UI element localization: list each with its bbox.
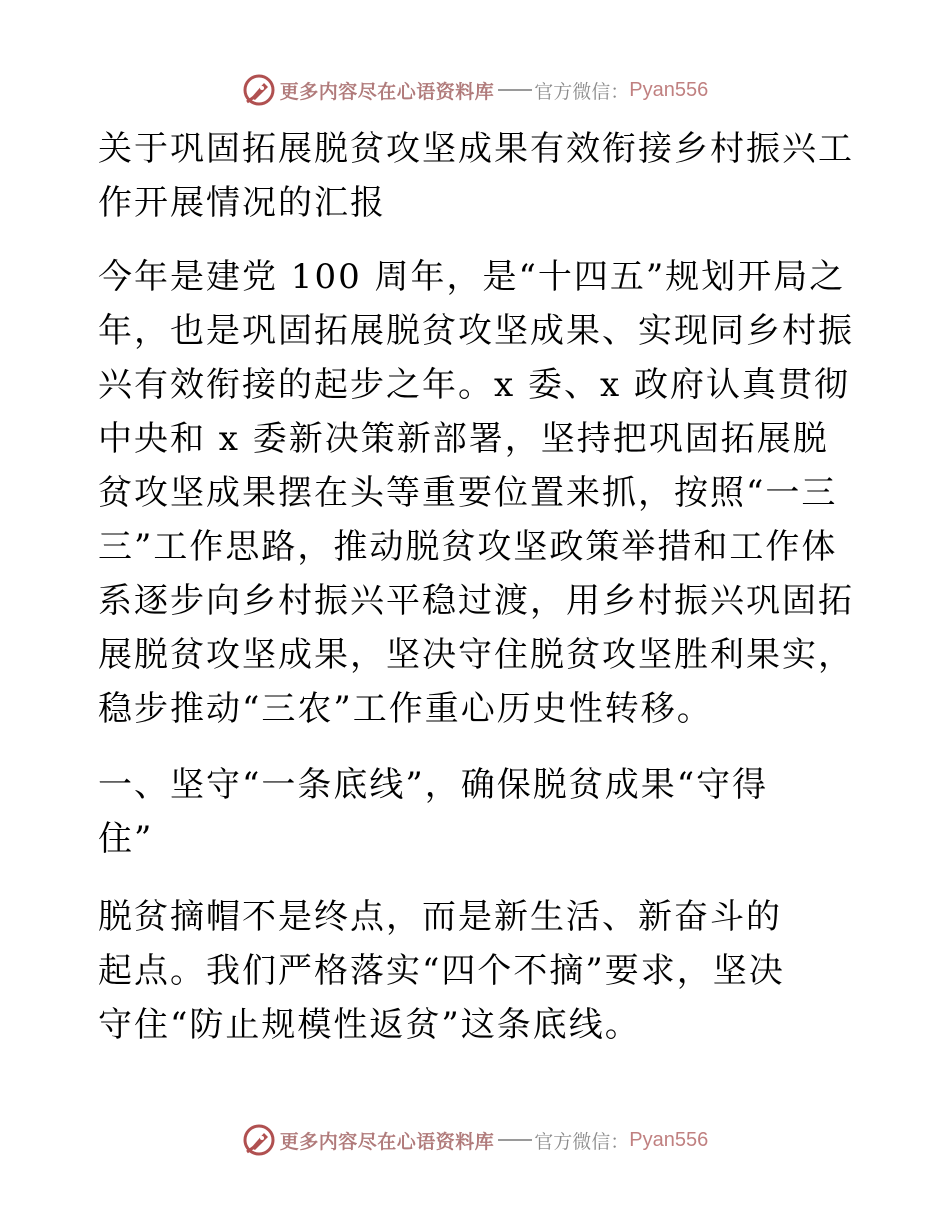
pen-nib-logo-icon: [242, 73, 276, 107]
watermark-banner-bottom: [0, 1120, 950, 1160]
pen-nib-logo-icon: [242, 1123, 276, 1157]
section-heading-1: 一、坚守“一条底线”，确保脱贫成果“守得住”: [98, 765, 769, 859]
watermark-wechat-id: Pyan556: [629, 1128, 709, 1151]
paragraph-section-1: 脱贫摘帽不是终点，而是新生活、新奋斗的起点。我们严格落实“四个不摘”要求，坚决守住“防止规模性返贫”这条底线。: [98, 897, 785, 1045]
watermark-dash: [498, 89, 532, 91]
paragraph-intro: 今年是建党 100 周年，是“十四五”规划开局之年，也是巩固拓展脱贫攻坚成果、实现同乡村振兴有效衔接的起步之年。x 委、x 政府认真贯彻中央和 x 委新决策新部署，坚持把巩固拓展脱贫攻坚成果摆在头等重要位置来抓，按照“一三三”工作思路，推动脱贫攻坚政策举措和工作体系逐步向乡村振兴平稳过渡，用乡村振兴巩固拓展脱贫攻坚成果，坚决守住脱贫攻坚胜利果实，稳步推动“三农”工作重心历史性转移。: [98, 257, 854, 729]
watermark-dash: [498, 1139, 532, 1141]
document-body: [98, 122, 858, 1052]
watermark-text: 更多内容尽在心语资料库: [279, 1130, 495, 1153]
watermark-banner-top: [0, 70, 950, 110]
watermark-wechat-id: Pyan556: [629, 78, 709, 101]
watermark-official: 官方微信：: [534, 80, 630, 103]
watermark-text: 更多内容尽在心语资料库: [279, 80, 495, 103]
watermark-official: 官方微信：: [534, 1130, 630, 1153]
document-title: 关于巩固拓展脱贫攻坚成果有效衔接乡村振兴工作开展情况的汇报: [98, 129, 854, 223]
